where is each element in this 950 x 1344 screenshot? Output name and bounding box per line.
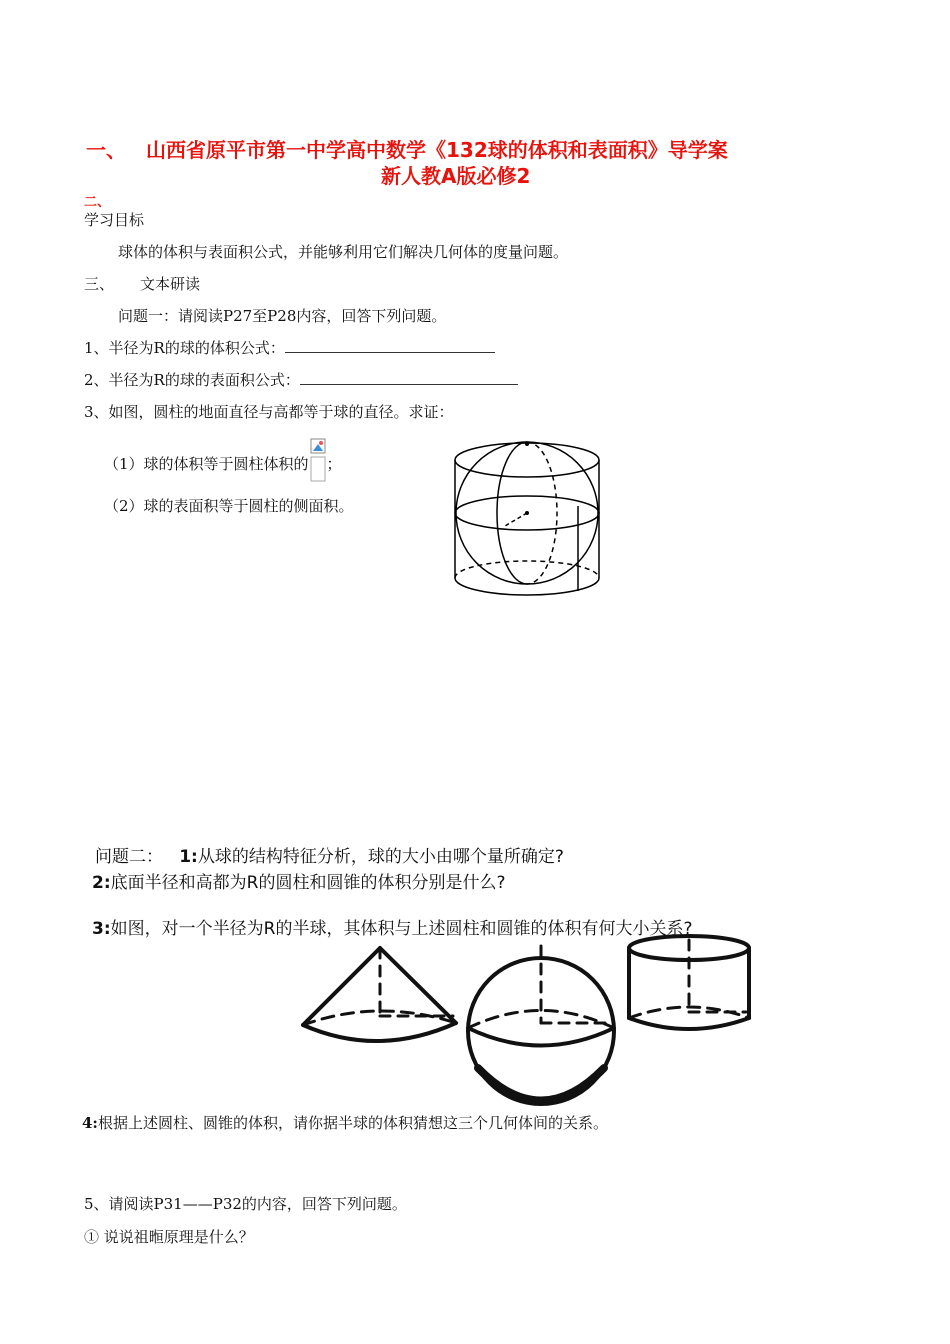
section-two-label: 二、 bbox=[84, 195, 111, 210]
proof-one bbox=[104, 447, 342, 493]
volume-answer-blank[interactable] bbox=[285, 338, 495, 353]
q2-3-number: 3: bbox=[92, 919, 111, 939]
proof-one-end: ； bbox=[326, 455, 342, 473]
proof-two: （2）球的表面积等于圆柱的侧面积。 bbox=[104, 497, 354, 515]
cone-hemisphere-cylinder-figure bbox=[298, 928, 768, 1128]
area-answer-blank[interactable] bbox=[300, 370, 518, 385]
question-one-intro: 问题一：请阅读P27至P28内容，回答下列问题。 bbox=[118, 307, 447, 325]
goals-heading: 学习目标 bbox=[84, 211, 145, 229]
q2-1-number: 1: bbox=[179, 847, 198, 867]
broken-image-icon bbox=[309, 447, 327, 493]
reading-heading: 文本研读 bbox=[140, 275, 201, 293]
item-five: 5、请阅读P31——P32的内容，回答下列问题。 bbox=[84, 1195, 407, 1213]
sphere-in-cylinder-figure bbox=[450, 436, 610, 596]
page-title: 山西省原平市第一中学高中数学《132球的体积和表面积》导学案 bbox=[146, 138, 728, 162]
q2-2-text: 底面半径和高都为R的圆柱和圆锥的体积分别是什么? bbox=[110, 873, 506, 893]
item-area-label: 半径为R的球的表面积公式： bbox=[108, 371, 300, 389]
q2-2-number: 2: bbox=[92, 873, 111, 893]
page-subtitle: 新人教A版必修2 bbox=[381, 164, 531, 188]
question-two-line2 bbox=[92, 868, 505, 893]
q2-4-text: 根据上述圆柱、圆锥的体积，请你据半球的体积猜想这三个几何体间的关系。 bbox=[97, 1114, 608, 1132]
goals-text: 球体的体积与表面积公式，并能够利用它们解决几何体的度量问题。 bbox=[118, 243, 569, 261]
item-volume-formula bbox=[84, 337, 495, 358]
question-two-line4 bbox=[82, 1112, 608, 1133]
section-three-label: 三、 bbox=[84, 275, 115, 293]
proof-one-text: （1）球的体积等于圆柱体积的 bbox=[104, 455, 309, 473]
q2-4-number: 4: bbox=[82, 1114, 98, 1132]
question-two-label: 问题二： bbox=[95, 847, 163, 867]
q2-3-text: 如图，对一个半径为R的半球，其体积与上述圆柱和圆锥的体积有何大小关系? bbox=[110, 919, 693, 939]
item-volume-label: 1、半径为R的球的体积公式： bbox=[84, 339, 285, 357]
q2-1-text: 从球的结构特征分析，球的大小由哪个量所确定? bbox=[197, 847, 564, 867]
item-area-number: 2、 bbox=[84, 371, 109, 389]
item-five-sub1: ① 说说祖暅原理是什么？ bbox=[84, 1228, 254, 1246]
title-prefix: 一、 bbox=[86, 138, 126, 162]
item-proof-prompt: 3、如图，圆柱的地面直径与高都等于球的直径。求证： bbox=[84, 403, 454, 421]
question-two-line1 bbox=[95, 842, 564, 867]
item-area-formula bbox=[84, 369, 518, 390]
